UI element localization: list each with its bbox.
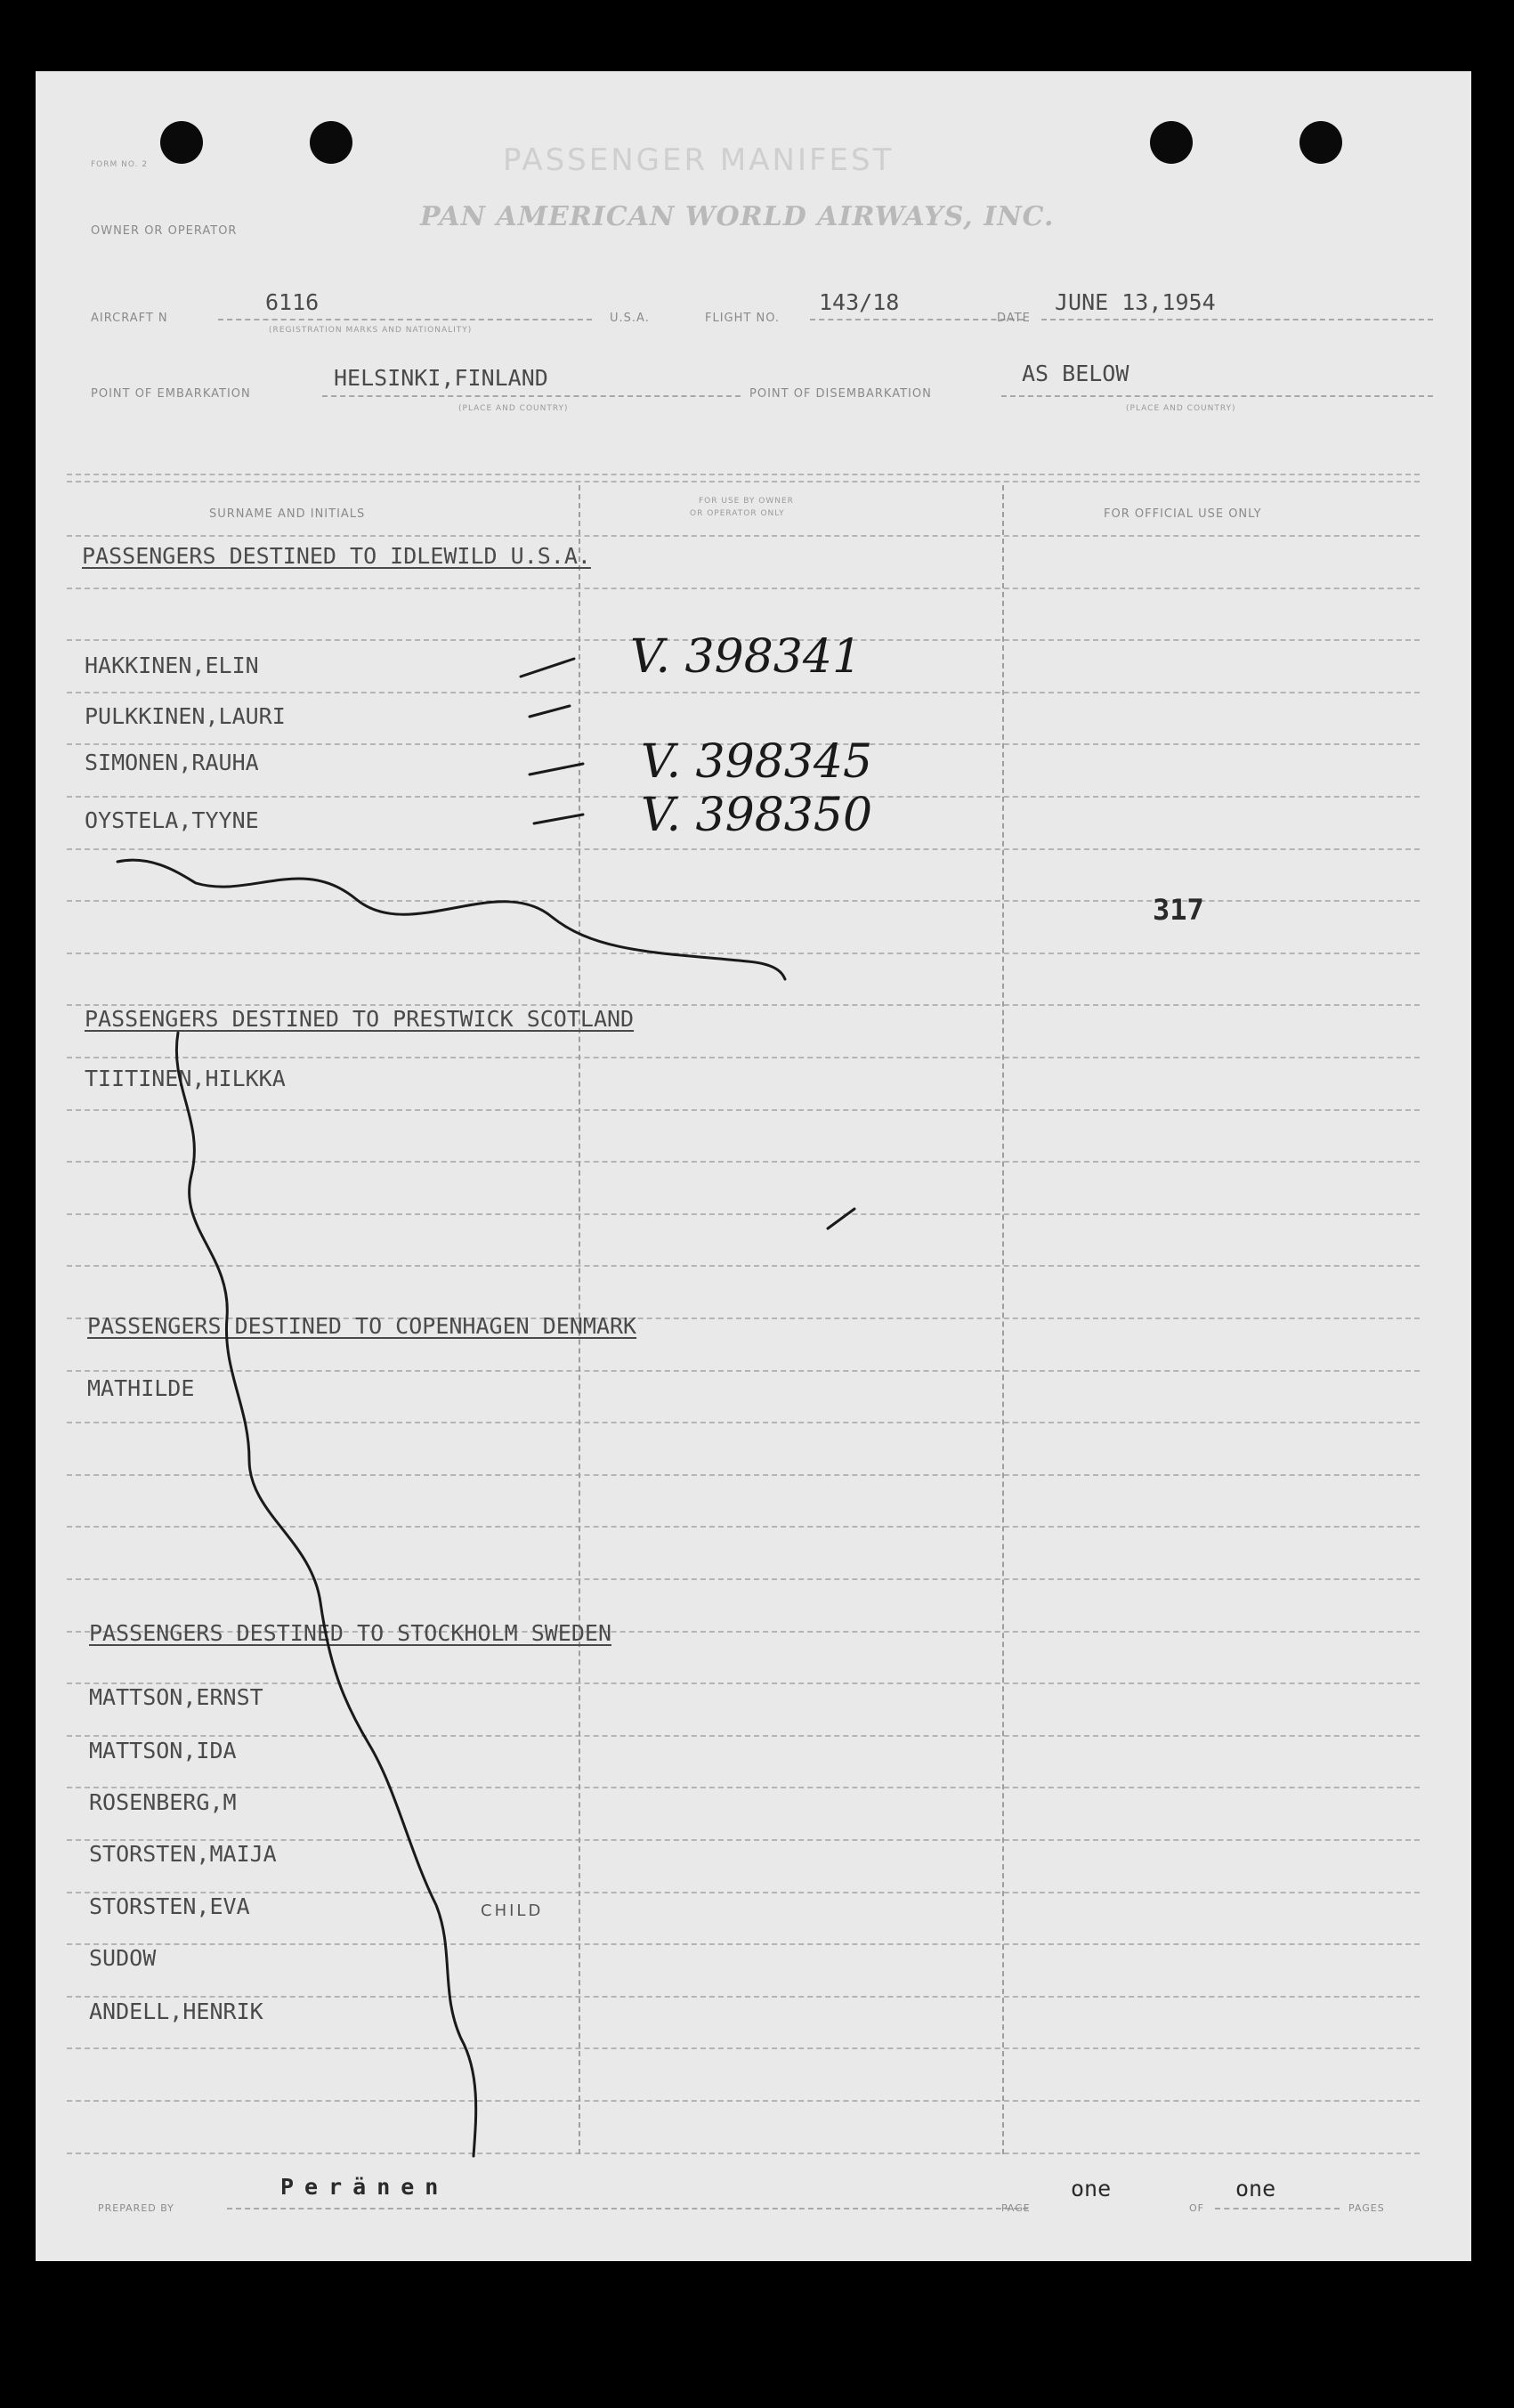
passenger-name: SIMONEN,RAUHA [85,750,259,775]
disembarkation-sublabel: (PLACE AND COUNTRY) [1126,404,1236,413]
page-label: PAGE [1001,2202,1031,2214]
check-mark [530,764,583,774]
passenger-name: PULKKINEN,LAURI [85,703,286,729]
embarkation-sublabel: (PLACE AND COUNTRY) [458,404,569,413]
flight-value: 143/18 [819,289,900,315]
manifest-sheet [36,71,1471,2261]
form-number: FORM NO. 2 [91,160,149,169]
aircraft-label: AIRCRAFT N [91,312,168,325]
section-heading: PASSENGERS DESTINED TO COPENHAGEN DENMARK [87,1313,637,1339]
passenger-name: STORSTEN,EVA [89,1893,250,1919]
flight-label: FLIGHT NO. [705,312,781,325]
column-header-owner-1: FOR USE BY OWNER [699,497,794,506]
section-heading: PASSENGERS DESTINED TO STOCKHOLM SWEDEN [89,1620,611,1646]
passenger-name: ANDELL,HENRIK [89,1999,263,2024]
disembarkation-label: POINT OF DISEMBARKATION [749,387,932,401]
embarkation-label: POINT OF EMBARKATION [91,387,251,401]
passenger-name: SUDOW [89,1945,157,1971]
passenger-name: OYSTELA,TYYNE [85,807,259,833]
aircraft-value: 6116 [265,289,320,315]
check-mark [530,706,570,717]
prepared-by-label: PREPARED BY [98,2202,174,2214]
handwritten-number: V. 398341 [630,630,862,684]
owner-label: OWNER OR OPERATOR [91,224,238,238]
handwritten-number: V. 398345 [641,735,873,789]
column-header-names: SURNAME AND INITIALS [209,507,366,521]
column-header-owner-2: OR OPERATOR ONLY [690,509,785,518]
wavy-line [176,1033,475,2156]
section-heading: PASSENGERS DESTINED TO IDLEWILD U.S.A. [82,543,591,569]
pages-label: PAGES [1348,2202,1385,2214]
of-label: OF [1189,2202,1204,2214]
passenger-name: STORSTEN,MAIJA [89,1841,277,1867]
handwritten-number: V. 398350 [641,789,873,842]
section-heading: PASSENGERS DESTINED TO PRESTWICK SCOTLAND [85,1006,635,1032]
page-value: one [1071,2176,1112,2201]
check-mark [521,659,574,677]
official-number: 317 [1153,893,1204,927]
embarkation-value: HELSINKI,FINLAND [334,365,548,391]
passenger-name: MATTSON,ERNST [89,1684,263,1710]
company-name: PAN AMERICAN WORLD AIRWAYS, INC. [420,201,1055,232]
disembarkation-value: AS BELOW [1022,361,1129,386]
prepared-by-value: Peränen [280,2174,449,2200]
passenger-name: MATHILDE [87,1375,195,1401]
check-mark [828,1209,854,1228]
country-label: U.S.A. [610,312,650,325]
child-note: CHILD [481,1901,544,1920]
of-value: one [1235,2176,1276,2201]
passenger-name: TIITINEN,HILKKA [85,1066,286,1091]
passenger-name: HAKKINEN,ELIN [85,653,259,678]
date-value: JUNE 13,1954 [1055,289,1216,315]
form-title: PASSENGER MANIFEST [503,142,895,178]
check-mark [534,815,583,823]
date-label: DATE [997,312,1031,325]
pen-marks [36,71,1471,2261]
passenger-name: ROSENBERG,M [89,1789,237,1815]
aircraft-sublabel: (REGISTRATION MARKS AND NATIONALITY) [269,326,473,335]
passenger-name: MATTSON,IDA [89,1738,237,1763]
column-header-official: FOR OFFICIAL USE ONLY [1104,507,1262,521]
wavy-line [117,860,785,979]
